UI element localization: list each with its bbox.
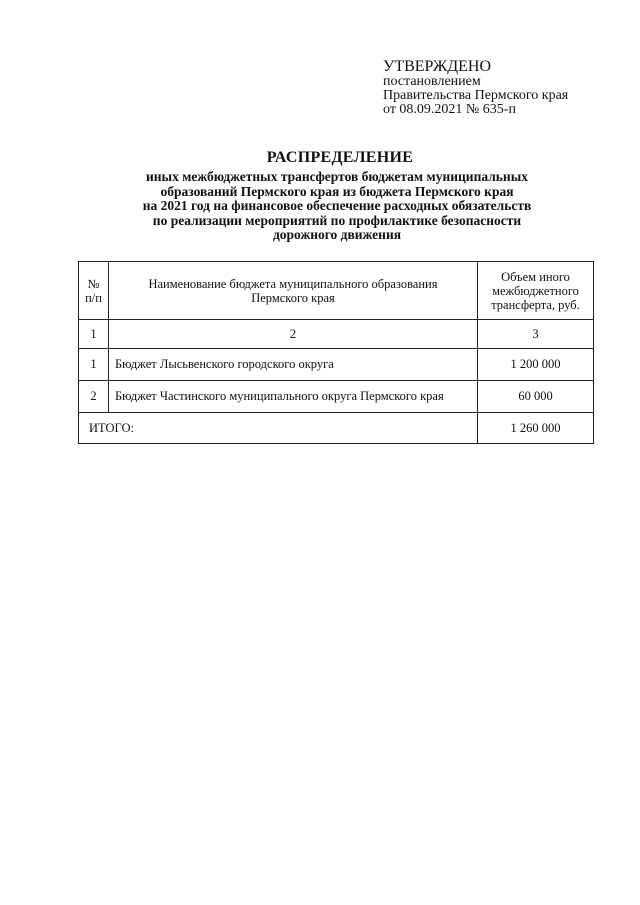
row-number: 2	[79, 381, 109, 413]
approval-line-2: Правительства Пермского края	[383, 88, 569, 103]
row-budget-name: Бюджет Частинского муниципального округа Пермского края	[109, 381, 478, 413]
header-name-line-1: Наименование бюджета муниципального образования	[148, 276, 438, 291]
approval-heading: УТВЕРЖДЕНО	[383, 58, 492, 75]
approval-stamp	[383, 58, 568, 117]
table-row	[79, 381, 594, 413]
subtitle-line-4: по реализации мероприятий по профилактике безопасности	[152, 212, 522, 228]
subtitle-line-3: на 2021 год на финансовое обеспечение расходных обязательств	[142, 198, 532, 213]
row-amount: 60 000	[478, 381, 594, 413]
approval-line-1: постановлением	[383, 74, 481, 89]
table-header-row	[79, 262, 594, 320]
document-subtitle	[96, 170, 578, 243]
header-number	[79, 262, 109, 320]
header-amount	[478, 262, 594, 320]
row-amount: 1 200 000	[478, 349, 594, 381]
approval-line-3: от 08.09.2021 № 635-п	[383, 102, 516, 117]
subtitle-line-2: образований Пермского края из бюджета Пермского края	[160, 183, 514, 199]
column-number-3: 3	[478, 320, 594, 349]
total-row	[79, 413, 594, 444]
header-name-line-2: Пермского края	[251, 290, 335, 305]
document-title: РАСПРЕДЕЛЕНИЕ	[266, 149, 414, 166]
subtitle-line-5: дорожного движения	[272, 227, 402, 242]
header-amount-line-2: межбюджетного	[492, 283, 579, 298]
row-budget-name: Бюджет Лысьвенского городского округа	[109, 349, 478, 381]
total-label: ИТОГО:	[79, 413, 478, 444]
column-number-1: 1	[79, 320, 109, 349]
header-amount-line-1: Объем иного	[501, 269, 570, 284]
subtitle-line-1: иных межбюджетных трансфертов бюджетам муниципальных	[146, 169, 528, 184]
table-row	[79, 349, 594, 381]
header-number-line-1: №	[87, 276, 100, 291]
header-name	[109, 262, 478, 320]
column-number-row	[79, 320, 594, 349]
total-amount: 1 260 000	[478, 413, 594, 444]
header-number-line-2: п/п	[85, 290, 102, 305]
header-amount-line-3: трансферта, руб.	[491, 297, 580, 312]
column-number-2: 2	[109, 320, 478, 349]
row-number: 1	[79, 349, 109, 381]
distribution-table	[78, 261, 594, 444]
